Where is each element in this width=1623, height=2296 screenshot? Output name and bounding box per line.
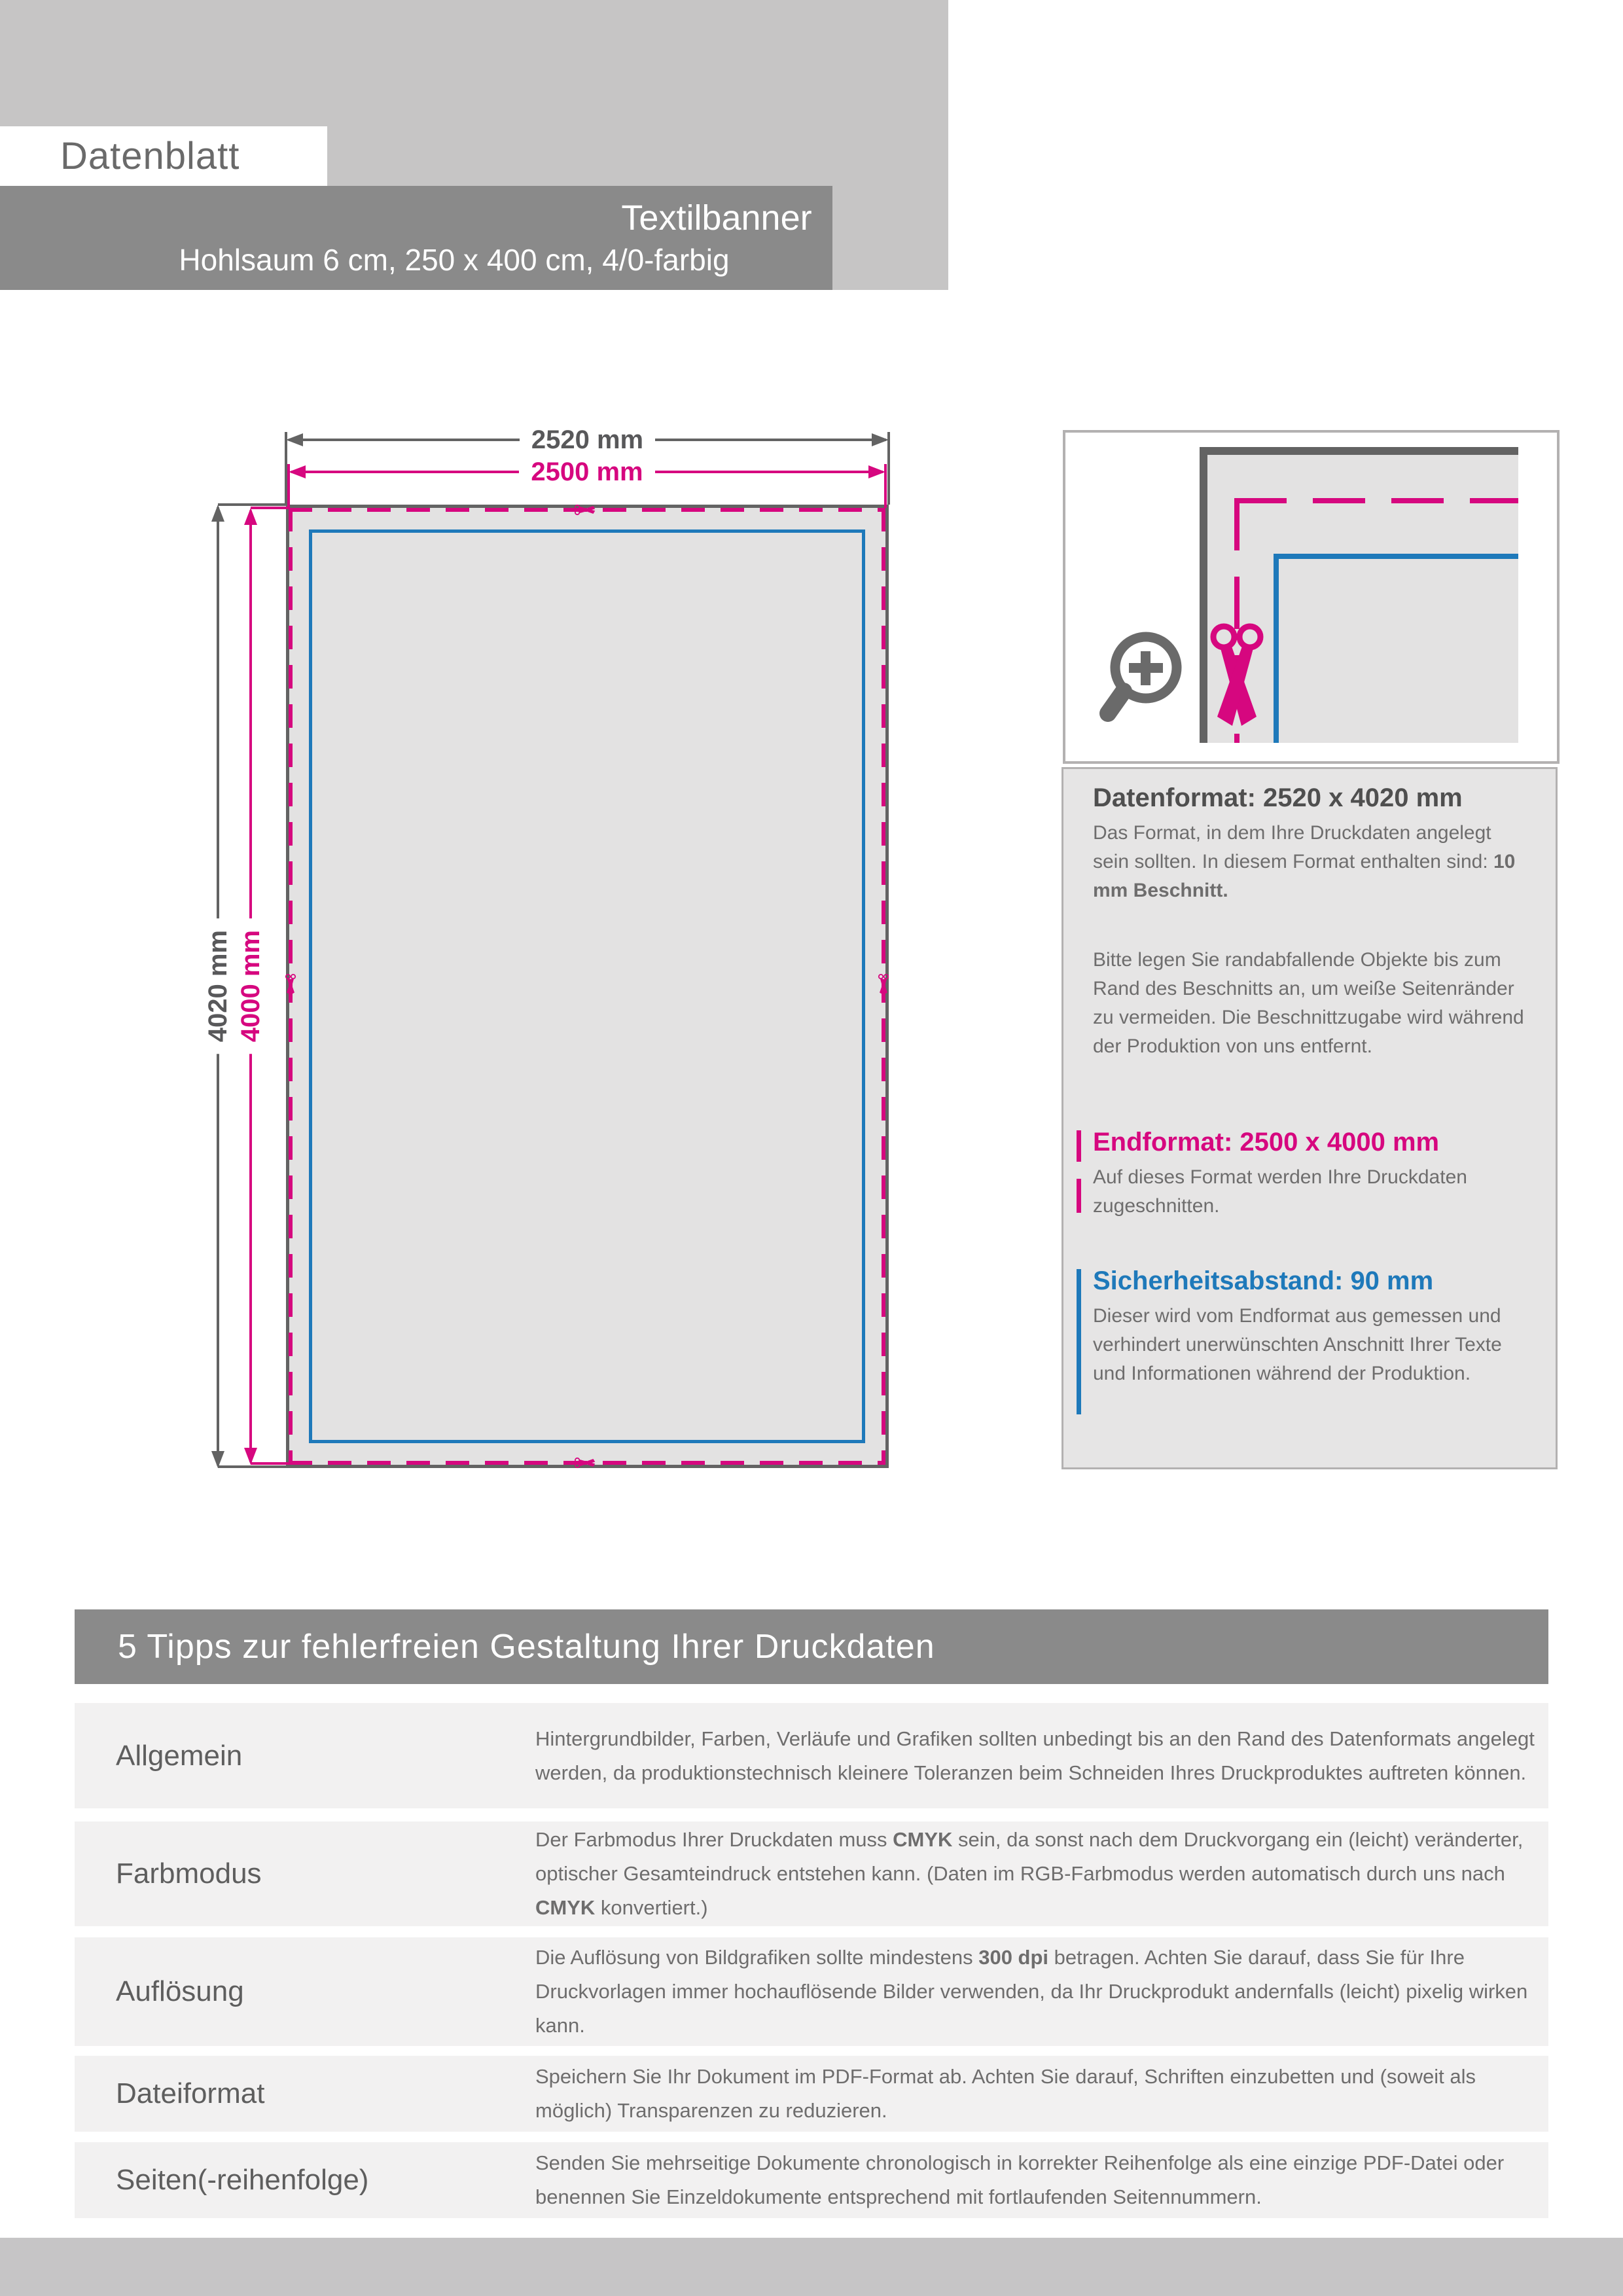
endformat-heading: Endformat: 2500 x 4000 mm: [1093, 1128, 1440, 1157]
dimension-trim-width: [289, 457, 885, 486]
sicherheitsabstand-line: [1274, 554, 1279, 743]
tips-heading: 5 Tipps zur fehlerfreien Gestaltung Ihrer Druckdaten: [118, 1628, 935, 1666]
scissors-icon: [1204, 612, 1270, 746]
tips-heading-banner: [75, 1609, 1548, 1684]
format-info-panel: [1061, 767, 1558, 1469]
sicherheitsabstand-text: Dieser wird vom Endformat aus gemessen und verhindert unerwünschten Anschnitt Ihrer Texte und Informationen während der Produktion.: [1093, 1305, 1502, 1384]
tip-row-seitenreihenfolge: [75, 2142, 1548, 2218]
tip-row-farbmodus: [75, 1821, 1548, 1926]
datenblatt-label-box: [0, 126, 327, 186]
tip-text: Senden Sie mehrseitige Dokumente chronologisch in korrekter Reihenfolge als eine einzige PDF-Datei oder benennen Sie Einzeldokumente entsprechend mit fortlaufenden Seitennummern.: [535, 2151, 1505, 2208]
datenformat-heading: Datenformat: 2520 x 4020 mm: [1093, 783, 1463, 812]
scissors-icon: [573, 1456, 602, 1470]
magnifier-plus-icon: [1095, 622, 1193, 730]
dimension-outer-width: [286, 425, 889, 454]
tip-text: Die Auflösung von Bildgrafiken sollte mindestens 300 dpi betragen. Achten Sie darauf, dass Sie für Ihre Druckvorlagen immer hochauflösende Bilder verwenden, da Ihr Druckprodukt andernfalls (leicht) pixelig wirken kann.: [535, 1946, 1528, 2037]
arrowhead-up-icon: [211, 505, 224, 522]
tip-label: Seiten(-reihenfolge): [116, 2164, 369, 2196]
arrowhead-up-icon: [244, 508, 257, 525]
endformat-marker-bar: [1077, 1179, 1081, 1213]
tip-row-allgemein: [75, 1703, 1548, 1808]
sicherheitsabstand-heading: Sicherheitsabstand: 90 mm: [1093, 1266, 1434, 1295]
sicherheitsabstand-marker-bar: [1077, 1269, 1081, 1414]
datenblatt-label: Datenblatt: [60, 135, 240, 177]
arrowhead-left-icon: [286, 433, 303, 446]
extension-line: [218, 503, 286, 506]
arrowhead-left-icon: [289, 465, 306, 478]
dimension-trim-height: [236, 508, 265, 1465]
extension-line: [218, 1465, 286, 1468]
scissors-icon: [573, 503, 602, 517]
tip-row-aufloesung: [75, 1937, 1548, 2046]
datenformat-text: Das Format, in dem Ihre Druckdaten angelegt sein sollten. In diesem Format enthalten sind: 10 mm Beschnitt.: [1093, 822, 1516, 901]
tip-label: Auflösung: [116, 1975, 244, 2007]
endformat-text: Auf dieses Format werden Ihre Druckdaten zugeschnitten.: [1093, 1166, 1467, 1217]
tip-row-dateiformat: [75, 2056, 1548, 2132]
dimension-label: 4000 mm: [236, 918, 266, 1054]
bleed-note-text: Bitte legen Sie randabfallende Objekte bis zum Rand des Beschnitts an, um weiße Seitenränder zu vermeiden. Die Beschnittzugabe wird während der Produktion von uns entfernt.: [1093, 949, 1524, 1057]
tip-text: Speichern Sie Ihr Dokument im PDF-Format ab. Achten Sie darauf, Schriften einzubetten und (soweit als möglich) Transparenzen zu reduzieren.: [535, 2065, 1476, 2122]
sicherheitsabstand-rect: [309, 529, 865, 1443]
tip-text: Hintergrundbilder, Farben, Verläufe und Grafiken sollten unbedingt bis an den Rand des Datenformats angelegt werden, da produktionstechnisch kleinere Toleranzen beim Schneiden Ihres Druckproduktes auftreten können.: [535, 1727, 1535, 1784]
arrowhead-right-icon: [872, 433, 889, 446]
tip-label: Allgemein: [116, 1739, 243, 1772]
tip-label: Dateiformat: [116, 2077, 265, 2109]
dimension-label: 2520 mm: [520, 425, 655, 455]
sicherheitsabstand-line: [1274, 554, 1518, 559]
scissors-icon: [283, 972, 298, 1001]
footer-band: [0, 2238, 1623, 2296]
endformat-dashed-line: [1234, 498, 1518, 503]
arrowhead-down-icon: [211, 1451, 224, 1468]
zoom-detail-box: [1063, 430, 1560, 764]
tip-text: Der Farbmodus Ihrer Druckdaten muss CMYK sein, da sonst nach dem Druckvorgang ein (leicht) veränderter, optischer Gesamteindruck entstehen kann. (Daten im RGB-Farbmodus werden automatisch durch uns nach CMYK konvertiert.): [535, 1828, 1524, 1919]
endformat-marker-bar: [1077, 1130, 1081, 1162]
scissors-icon: [876, 972, 891, 1001]
product-subtitle: Hohlsaum 6 cm, 250 x 400 cm, 4/0-farbig: [179, 243, 730, 277]
dimension-label: 2500 mm: [519, 457, 654, 487]
arrowhead-right-icon: [868, 465, 885, 478]
dimension-outer-height: [203, 505, 232, 1468]
product-banner: [0, 186, 832, 290]
tip-label: Farbmodus: [116, 1857, 262, 1890]
product-title: Textilbanner: [621, 198, 812, 238]
arrowhead-down-icon: [244, 1448, 257, 1465]
dimension-label: 4020 mm: [204, 918, 233, 1054]
